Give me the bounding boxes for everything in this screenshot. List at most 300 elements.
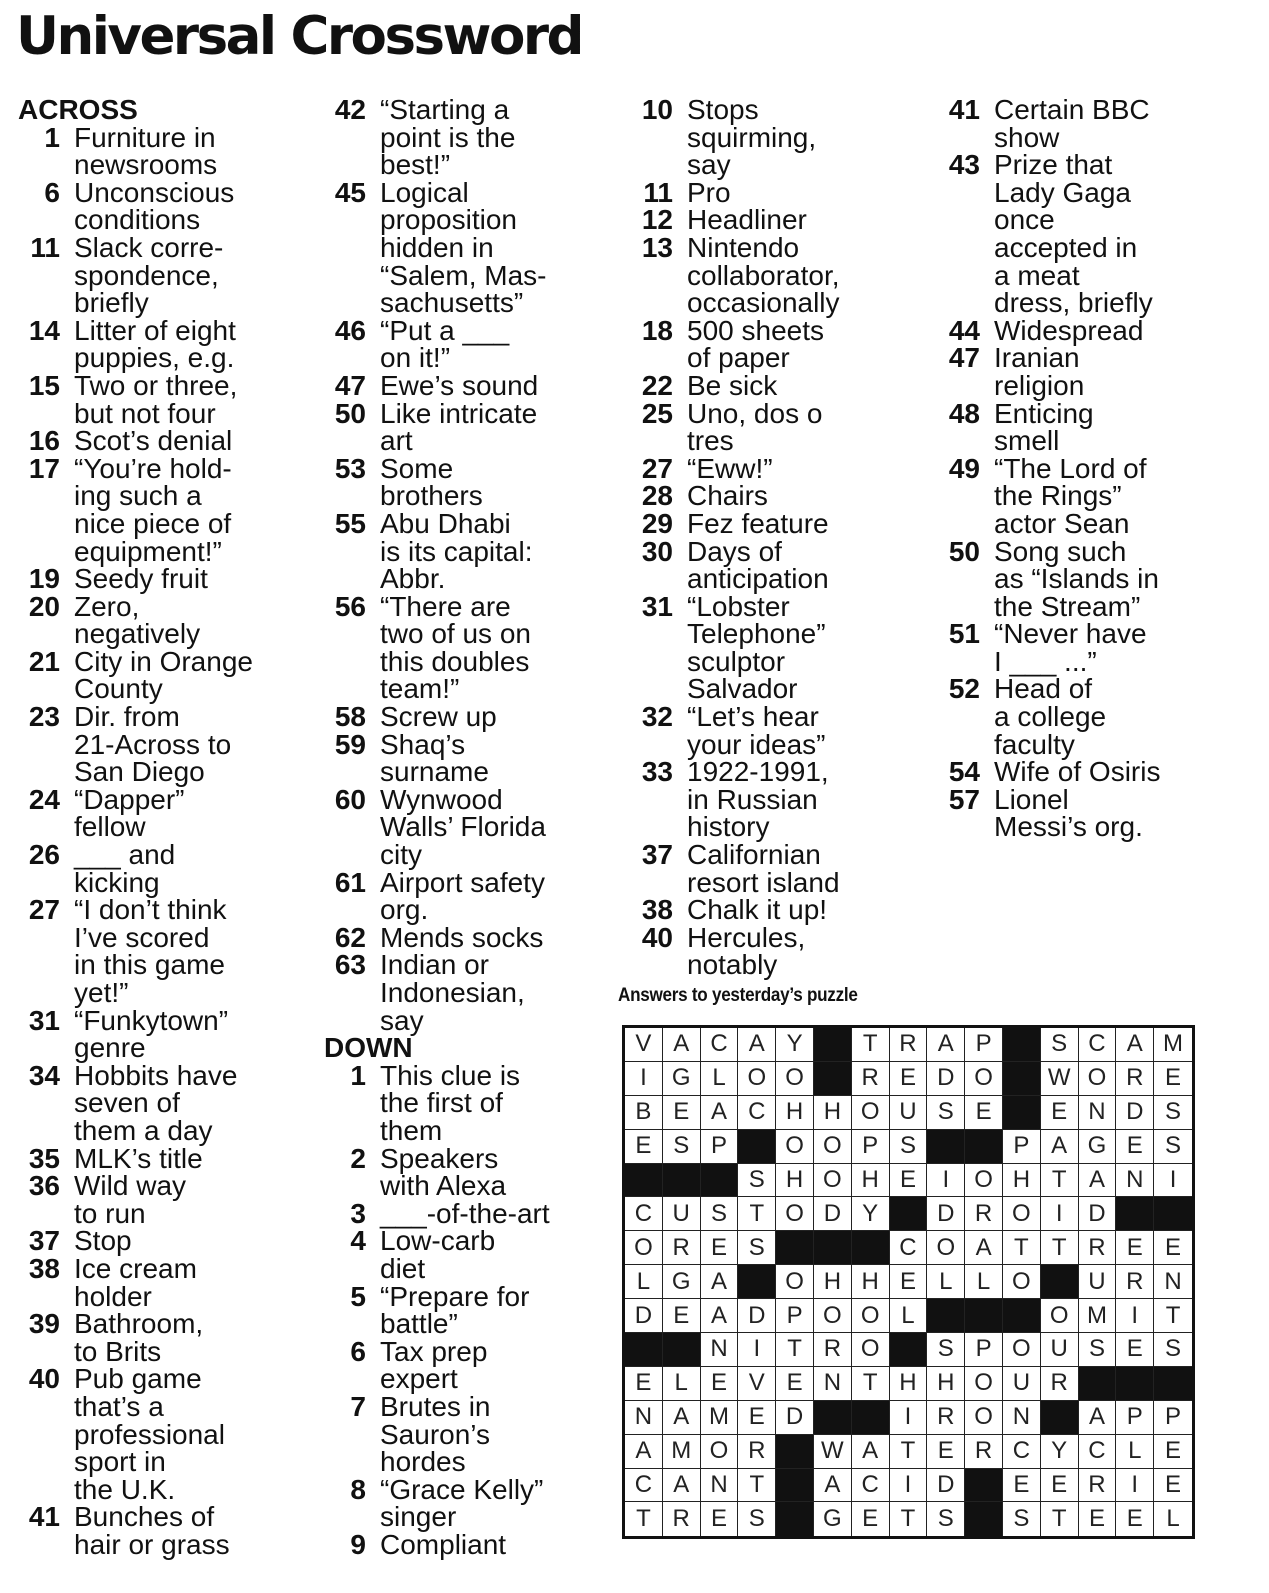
grid-cell: O [776, 1062, 814, 1096]
clue [938, 151, 1238, 317]
clue-number: 47 [334, 369, 366, 401]
grid-black-cell [1154, 1367, 1192, 1401]
clue [631, 452, 931, 484]
grid-cell: O [852, 1333, 890, 1367]
clue [324, 176, 624, 319]
clue-number: 10 [641, 94, 673, 125]
clue-number: 30 [641, 535, 673, 567]
clue-number: 51 [948, 618, 980, 650]
grid-black-cell [1116, 1197, 1154, 1231]
clue-text: Litter of eight puppies, e.g. [74, 314, 236, 374]
clue-text: 1922-1991, in Russian history [687, 756, 829, 843]
clue-number: 11 [643, 176, 673, 208]
clue-text: Wife of Osiris [994, 756, 1161, 788]
grid-cell: U [1041, 1333, 1079, 1367]
clue-number: 11 [30, 231, 60, 263]
clue-text: Be sick [687, 369, 778, 401]
clue-number: 16 [28, 425, 60, 457]
clue-number: 56 [334, 590, 366, 622]
clue-number: 3 [350, 1197, 366, 1229]
clue [324, 507, 624, 595]
clue-text: Shaq’s surname [380, 728, 489, 788]
clue-number: 42 [334, 94, 366, 125]
clue [631, 590, 931, 705]
clue-text: ___-of-the-art [380, 1197, 550, 1229]
clue-number: 23 [28, 701, 60, 733]
grid-cell: R [1079, 1231, 1117, 1265]
clue-text: “Lobster Telephone” sculptor Salvador [687, 590, 826, 705]
grid-cell: E [1116, 1130, 1154, 1164]
grid-black-cell [814, 1062, 852, 1096]
clue-number: 6 [44, 176, 60, 208]
grid-cell: O [776, 1265, 814, 1299]
grid-cell: E [1116, 1502, 1154, 1536]
grid-cell: W [814, 1435, 852, 1469]
grid-cell: O [1003, 1197, 1041, 1231]
clue [18, 314, 318, 374]
grid-cell: E [625, 1130, 663, 1164]
grid-cell: Y [776, 1028, 814, 1062]
clue-number: 37 [641, 839, 673, 871]
clue-text: Uno, dos o tres [687, 397, 823, 457]
grid-cell: L [927, 1265, 965, 1299]
clue-number: 53 [334, 452, 366, 484]
clue [631, 314, 931, 374]
grid-cell: S [1154, 1333, 1192, 1367]
grid-cell: L [965, 1265, 1003, 1299]
clue-text: Ewe’s sound [380, 369, 539, 401]
grid-cell: A [965, 1231, 1003, 1265]
grid-cell: M [1079, 1299, 1117, 1333]
clue-number: 60 [334, 783, 366, 815]
clue-text: Lionel Messi’s org. [994, 783, 1143, 843]
clue [324, 1473, 624, 1533]
clue [18, 1142, 318, 1174]
clue [631, 231, 931, 319]
grid-cell: O [738, 1062, 776, 1096]
grid-cell: E [663, 1299, 701, 1333]
grid-cell: P [776, 1299, 814, 1333]
grid-cell: C [625, 1197, 663, 1231]
clue [324, 703, 624, 731]
grid-cell: G [663, 1265, 701, 1299]
clue [631, 96, 931, 179]
clue-number: 32 [641, 701, 673, 733]
clue-text: Certain BBC show [994, 94, 1150, 153]
clue-number: 22 [641, 369, 673, 401]
clue-number: 29 [641, 507, 673, 539]
clue-text: City in Orange County [74, 645, 253, 705]
clue [324, 783, 624, 871]
grid-cell: E [890, 1062, 928, 1096]
grid-cell: V [625, 1028, 663, 1062]
clue [938, 314, 1238, 346]
grid-cell: S [927, 1096, 965, 1130]
grid-cell: E [1154, 1469, 1192, 1503]
grid-cell: T [1041, 1231, 1079, 1265]
clue-number: 54 [948, 756, 980, 788]
clue [631, 507, 931, 539]
grid-cell: C [852, 1469, 890, 1503]
clue-number: 18 [641, 314, 673, 346]
grid-cell: P [701, 1130, 739, 1164]
grid-cell: R [965, 1435, 1003, 1469]
clue-text: Widespread [994, 314, 1144, 346]
clue-number: 38 [641, 894, 673, 926]
grid-cell: T [890, 1502, 928, 1536]
grid-cell: N [625, 1401, 663, 1435]
grid-cell: E [738, 1401, 776, 1435]
grid-cell: N [701, 1469, 739, 1503]
grid-cell: A [701, 1299, 739, 1333]
grid-cell: C [625, 1469, 663, 1503]
clue-text: Pub game that’s a professional sport in the U.K. [74, 1363, 225, 1505]
grid-cell: L [1166, 1505, 1180, 1533]
answer-grid [622, 1025, 1195, 1539]
clue [18, 783, 318, 843]
clue [938, 397, 1238, 457]
clue-number: 6 [350, 1335, 366, 1367]
clue-column-1 [18, 96, 318, 1558]
grid-black-cell [776, 1502, 814, 1536]
grid-cell: O [927, 1231, 965, 1265]
clue-number: 14 [28, 314, 60, 346]
grid-black-cell [814, 1401, 852, 1435]
clue-column-2 [324, 96, 624, 1558]
clue-number: 38 [28, 1252, 60, 1284]
clue-number: 61 [334, 866, 366, 898]
grid-cell: P [1003, 1130, 1041, 1164]
clue [631, 482, 931, 510]
grid-black-cell [625, 1333, 663, 1367]
grid-cell: S [890, 1130, 928, 1164]
clue [324, 590, 624, 705]
grid-cell: P [965, 1333, 1003, 1367]
clue [324, 1142, 624, 1202]
grid-cell: P [1154, 1401, 1192, 1435]
grid-cell: H [890, 1367, 928, 1401]
clue-number: 40 [641, 921, 673, 953]
grid-cell: O [776, 1130, 814, 1164]
clue-text: “Eww!” [687, 452, 773, 484]
clue-number: 37 [28, 1225, 60, 1257]
clue [631, 369, 931, 401]
grid-cell: D [927, 1469, 965, 1503]
clue [18, 1252, 318, 1312]
clue-text: Dir. from 21-Across to San Diego [74, 701, 232, 788]
clue-text: “Grace Kelly” singer [380, 1473, 544, 1533]
clue-text: Hercules, notably [687, 921, 806, 981]
grid-cell: O [965, 1367, 1003, 1401]
grid-cell: N [1003, 1401, 1041, 1435]
clue-text: Chalk it up! [687, 894, 828, 926]
clue-number: 24 [28, 783, 60, 815]
grid-cell: I [890, 1401, 928, 1435]
clue [324, 452, 624, 512]
grid-cell: H [814, 1096, 852, 1130]
clue [18, 231, 318, 319]
grid-cell: O [625, 1231, 663, 1265]
grid-black-cell [890, 1197, 928, 1231]
grid-cell: T [890, 1435, 928, 1469]
grid-cell: E [776, 1367, 814, 1401]
clue-number: 2 [350, 1142, 366, 1174]
clue-number: 58 [334, 701, 366, 733]
clue-text: Head of a college faculty [994, 673, 1107, 760]
clue-number: 33 [641, 756, 673, 788]
clue-number: 12 [641, 204, 673, 236]
clue-text: Days of anticipation [687, 535, 829, 595]
clue [324, 369, 624, 401]
grid-cell: E [852, 1502, 890, 1536]
grid-cell: T [1041, 1164, 1079, 1198]
clue [631, 176, 931, 208]
clue-number: 39 [28, 1308, 60, 1340]
grid-cell: D [738, 1299, 776, 1333]
grid-black-cell [1079, 1367, 1117, 1401]
grid-cell: E [625, 1367, 663, 1401]
clue [18, 645, 318, 705]
grid-cell: T [1154, 1299, 1192, 1333]
grid-cell: D [1079, 1197, 1117, 1231]
clue-number: 49 [948, 452, 980, 484]
grid-cell: U [1079, 1265, 1117, 1299]
clue-number: 15 [28, 369, 60, 401]
grid-cell: P [852, 1130, 890, 1164]
grid-cell: N [814, 1367, 852, 1401]
grid-cell: I [1116, 1299, 1154, 1333]
grid-cell: A [663, 1401, 701, 1435]
grid-cell: W [1041, 1062, 1079, 1096]
clue-text: ___ and kicking [74, 839, 176, 898]
clue [18, 1503, 318, 1558]
clue-number: 41 [948, 94, 980, 125]
clue [18, 841, 318, 896]
grid-cell: A [701, 1096, 739, 1130]
grid-black-cell [965, 1130, 1003, 1164]
clue [324, 1227, 624, 1282]
grid-cell: C [738, 1096, 776, 1130]
grid-cell: H [776, 1164, 814, 1198]
clue [631, 206, 931, 234]
clue-text: Zero, negatively [74, 590, 201, 650]
grid-cell: B [625, 1096, 663, 1130]
clue-text: Compliant [380, 1528, 507, 1560]
grid-black-cell [663, 1164, 701, 1198]
grid-cell: O [852, 1299, 890, 1333]
clue-number: 45 [334, 176, 366, 208]
clue [18, 1004, 318, 1064]
clue-column-3 [631, 96, 931, 979]
clue [324, 1390, 624, 1478]
across-header: ACROSS [18, 94, 138, 125]
clue [938, 535, 1238, 622]
grid-cell: O [1079, 1062, 1117, 1096]
grid-black-cell [738, 1130, 776, 1164]
grid-cell: S [738, 1164, 776, 1198]
grid-cell: E [927, 1435, 965, 1469]
clue-number: 1 [44, 121, 60, 153]
grid-black-cell [965, 1299, 1003, 1333]
clue-text: Stop [74, 1225, 132, 1257]
grid-black-cell [1003, 1096, 1041, 1130]
grid-cell: E [1116, 1333, 1154, 1367]
clue-text: “Let’s hear your ideas” [687, 701, 826, 760]
grid-cell: T [852, 1028, 890, 1062]
grid-cell: A [1079, 1401, 1117, 1435]
grid-cell: C [890, 1231, 928, 1265]
clue-number: 9 [350, 1528, 366, 1560]
grid-cell: D [776, 1401, 814, 1435]
grid-cell: L [890, 1299, 928, 1333]
grid-cell: I [890, 1469, 928, 1503]
clue-text: Prize that Lady Gaga once accepted in a meat dress, briefly [994, 149, 1153, 319]
clue-text: Stops squirming, say [687, 94, 817, 181]
clue [324, 1335, 624, 1395]
clue-number: 20 [28, 590, 60, 622]
clue-number: 44 [948, 314, 980, 346]
clue [18, 121, 318, 181]
down-header: DOWN [324, 1032, 413, 1064]
grid-cell: A [625, 1435, 663, 1469]
clue-text: This clue is the first of them [380, 1059, 521, 1146]
clue [18, 452, 318, 567]
grid-cell: E [1154, 1231, 1192, 1265]
clue [938, 452, 1238, 539]
grid-cell: O [776, 1197, 814, 1231]
clue-text: Mends socks [380, 921, 544, 953]
clue [18, 590, 318, 650]
clue-number: 36 [28, 1170, 60, 1202]
grid-cell: E [1041, 1469, 1079, 1503]
grid-cell: L [625, 1265, 663, 1299]
clue-text: Two or three, but not four [74, 369, 238, 429]
grid-cell: T [852, 1367, 890, 1401]
grid-cell: E [663, 1096, 701, 1130]
clue-number: 28 [641, 480, 673, 512]
answers-label: Answers to yesterday’s puzzle [618, 985, 858, 1006]
grid-cell: E [965, 1096, 1003, 1130]
clue-text: Chairs [687, 480, 768, 512]
grid-cell: S [1154, 1130, 1192, 1164]
clue [631, 703, 931, 758]
grid-cell: E [1041, 1096, 1079, 1130]
grid-cell: A [852, 1435, 890, 1469]
clue-text: “Dapper” fellow [74, 783, 185, 843]
grid-cell: A [814, 1469, 852, 1503]
grid-cell: D [927, 1062, 965, 1096]
clue-number: 5 [350, 1280, 366, 1312]
clue-number: 40 [28, 1363, 60, 1395]
grid-black-cell [1003, 1028, 1041, 1062]
grid-black-cell [1003, 1299, 1041, 1333]
clue-number: 26 [28, 839, 60, 871]
clue [324, 1280, 624, 1340]
grid-cell: T [738, 1469, 776, 1503]
clue-number: 31 [641, 590, 673, 622]
clue [631, 896, 931, 924]
clue [18, 1227, 318, 1255]
grid-cell: I [927, 1164, 965, 1198]
grid-black-cell [701, 1164, 739, 1198]
grid-cell: P [965, 1028, 1003, 1062]
grid-black-cell [890, 1333, 928, 1367]
clue [324, 1197, 624, 1229]
grid-cell: R [663, 1231, 701, 1265]
grid-cell: S [1041, 1028, 1079, 1062]
clue-number: 13 [641, 231, 673, 263]
grid-cell: R [965, 1197, 1003, 1231]
clue [324, 96, 624, 179]
grid-cell: H [852, 1265, 890, 1299]
grid-cell: C [701, 1028, 739, 1062]
grid-cell: R [1079, 1469, 1117, 1503]
clue [938, 344, 1238, 399]
clue-text: Airport safety org. [380, 866, 545, 926]
grid-cell: D [625, 1299, 663, 1333]
grid-cell: N [1116, 1164, 1154, 1198]
clue-text: “Starting a point is the best!” [380, 94, 516, 181]
clue-text: Furniture in newsrooms [74, 121, 218, 181]
clue-text: Logical proposition hidden in “Salem, Mas- sachusetts” [380, 176, 547, 319]
grid-cell: H [852, 1164, 890, 1198]
clue-number: 21 [28, 645, 60, 677]
grid-cell: O [965, 1062, 1003, 1096]
grid-cell: C [1079, 1028, 1117, 1062]
grid-black-cell [738, 1265, 776, 1299]
clue [324, 1059, 624, 1146]
grid-cell: Y [852, 1197, 890, 1231]
clue [938, 675, 1238, 758]
grid-cell: H [814, 1265, 852, 1299]
grid-cell: I [625, 1062, 663, 1096]
clue-text: Indian or Indonesian, say [380, 949, 525, 1036]
grid-cell: E [701, 1502, 739, 1536]
grid-cell: N [1154, 1265, 1192, 1299]
clue-number: 1 [350, 1059, 366, 1091]
clue-number: 17 [28, 452, 60, 484]
grid-cell: H [1003, 1164, 1041, 1198]
grid-black-cell [965, 1469, 1003, 1503]
grid-cell: T [625, 1502, 663, 1536]
grid-black-cell [1041, 1401, 1079, 1435]
grid-cell: O [1003, 1265, 1041, 1299]
page-title: Universal Crossword [16, 6, 582, 67]
clue [18, 1059, 318, 1146]
clue-number: 31 [28, 1004, 60, 1036]
clue [938, 620, 1238, 675]
clue [18, 896, 318, 1006]
grid-cell: L [701, 1062, 739, 1096]
clue-text: Nintendo collaborator, occasionally [687, 231, 840, 319]
clue [631, 535, 931, 595]
clue-number: 50 [948, 535, 980, 567]
clue-text: Slack corre- spondence, briefly [74, 231, 224, 319]
grid-cell: D [814, 1197, 852, 1231]
clue [631, 758, 931, 841]
grid-black-cell [776, 1469, 814, 1503]
grid-cell: A [1041, 1130, 1079, 1164]
clue-text: Californian resort island [687, 839, 840, 898]
grid-cell: M [701, 1401, 739, 1435]
clue [938, 783, 1238, 843]
grid-cell: T [1041, 1502, 1079, 1536]
clue [18, 565, 318, 593]
grid-cell: H [927, 1367, 965, 1401]
grid-cell: C [1079, 1435, 1117, 1469]
clue-text: “You’re hold- ing such a nice piece of equipment!” [74, 452, 232, 567]
clue-text: Bathroom, to Brits [74, 1308, 204, 1367]
